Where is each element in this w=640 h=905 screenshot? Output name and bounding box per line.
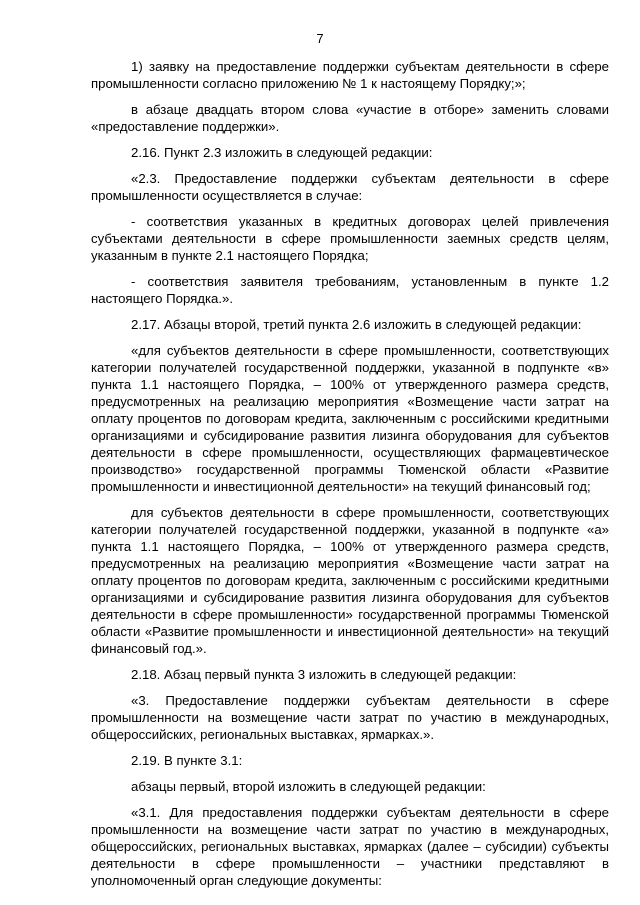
paragraph-14: «3.1. Для предоставления поддержки субъектам деятельности в сфере промышленности на возмещение части затрат по участию в международных, общероссийских, региональных выставках, ярмарках (далее – субсидии) субъекты деятельности в сфере промышленности – участники представляют в уполномоченный орган следующие документы: (91, 805, 609, 888)
paragraph-4: «2.3. Предоставление поддержки субъектам деятельности в сфере промышленности осуществляется в случае: (91, 171, 609, 203)
paragraph-11: «3. Предоставление поддержки субъектам деятельности в сфере промышленности на возмещение части затрат по участию в международных, общероссийских, региональных выставках, ярмарках.». (91, 693, 609, 742)
paragraph-9: для субъектов деятельности в сфере промышленности, соответствующих категории получателей государственной поддержки, указанной в подпункте «а» пункта 1.1 настоящего Порядка, – 100% от утвержденного размера средств, предусмотренных на реализацию мероприятия «Возмещение части затрат на оплату процентов по договорам кредита, заключенным с российскими кредитными организациями и субсидирование развития лизинга оборудования для субъектов деятельности в сфере промышленности» государственной программы Тюменской области «Развитие промышленности и инвестиционной деятельности» на текущий финансовый год.». (91, 505, 609, 656)
paragraph-6: - соответствия заявителя требованиям, установленным в пункте 1.2 настоящего Порядка.». (91, 274, 609, 306)
paragraph-3: 2.16. Пункт 2.3 изложить в следующей редакции: (131, 145, 433, 160)
paragraph-2: в абзаце двадцать втором слова «участие в отборе» заменить словами «предоставление поддержки». (91, 102, 609, 134)
paragraph-10: 2.18. Абзац первый пункта 3 изложить в следующей редакции: (131, 667, 517, 682)
document-body (91, 58, 609, 889)
paragraph-12: 2.19. В пункте 3.1: (131, 753, 243, 768)
page-number: 7 (316, 31, 324, 46)
paragraph-13: абзацы первый, второй изложить в следующей редакции: (131, 779, 486, 794)
paragraph-1: 1) заявку на предоставление поддержки субъектам деятельности в сфере промышленности согласно приложению № 1 к настоящему Порядку;»; (91, 59, 609, 91)
paragraph-5: - соответствия указанных в кредитных договорах целей привлечения субъектами деятельности в сфере промышленности заемных средств целям, указанным в пункте 2.1 настоящего Порядка; (91, 214, 609, 263)
paragraph-7: 2.17. Абзацы второй, третий пункта 2.6 изложить в следующей редакции: (131, 317, 582, 332)
paragraph-8: «для субъектов деятельности в сфере промышленности, соответствующих категории получателей государственной поддержки, указанной в подпункте «в» пункта 1.1 настоящего Порядка, – 100% от утвержденного размера средств, предусмотренных на реализацию мероприятия «Возмещение части затрат на оплату процентов по договорам кредита, заключенным с российскими кредитными организациями и субсидирование развития лизинга оборудования для субъектов деятельности в сфере промышленности, осуществляющих фармацевтическое производство» государственной программы Тюменской области «Развитие промышленности и инвестиционной деятельности» на текущий финансовый год; (91, 343, 609, 494)
